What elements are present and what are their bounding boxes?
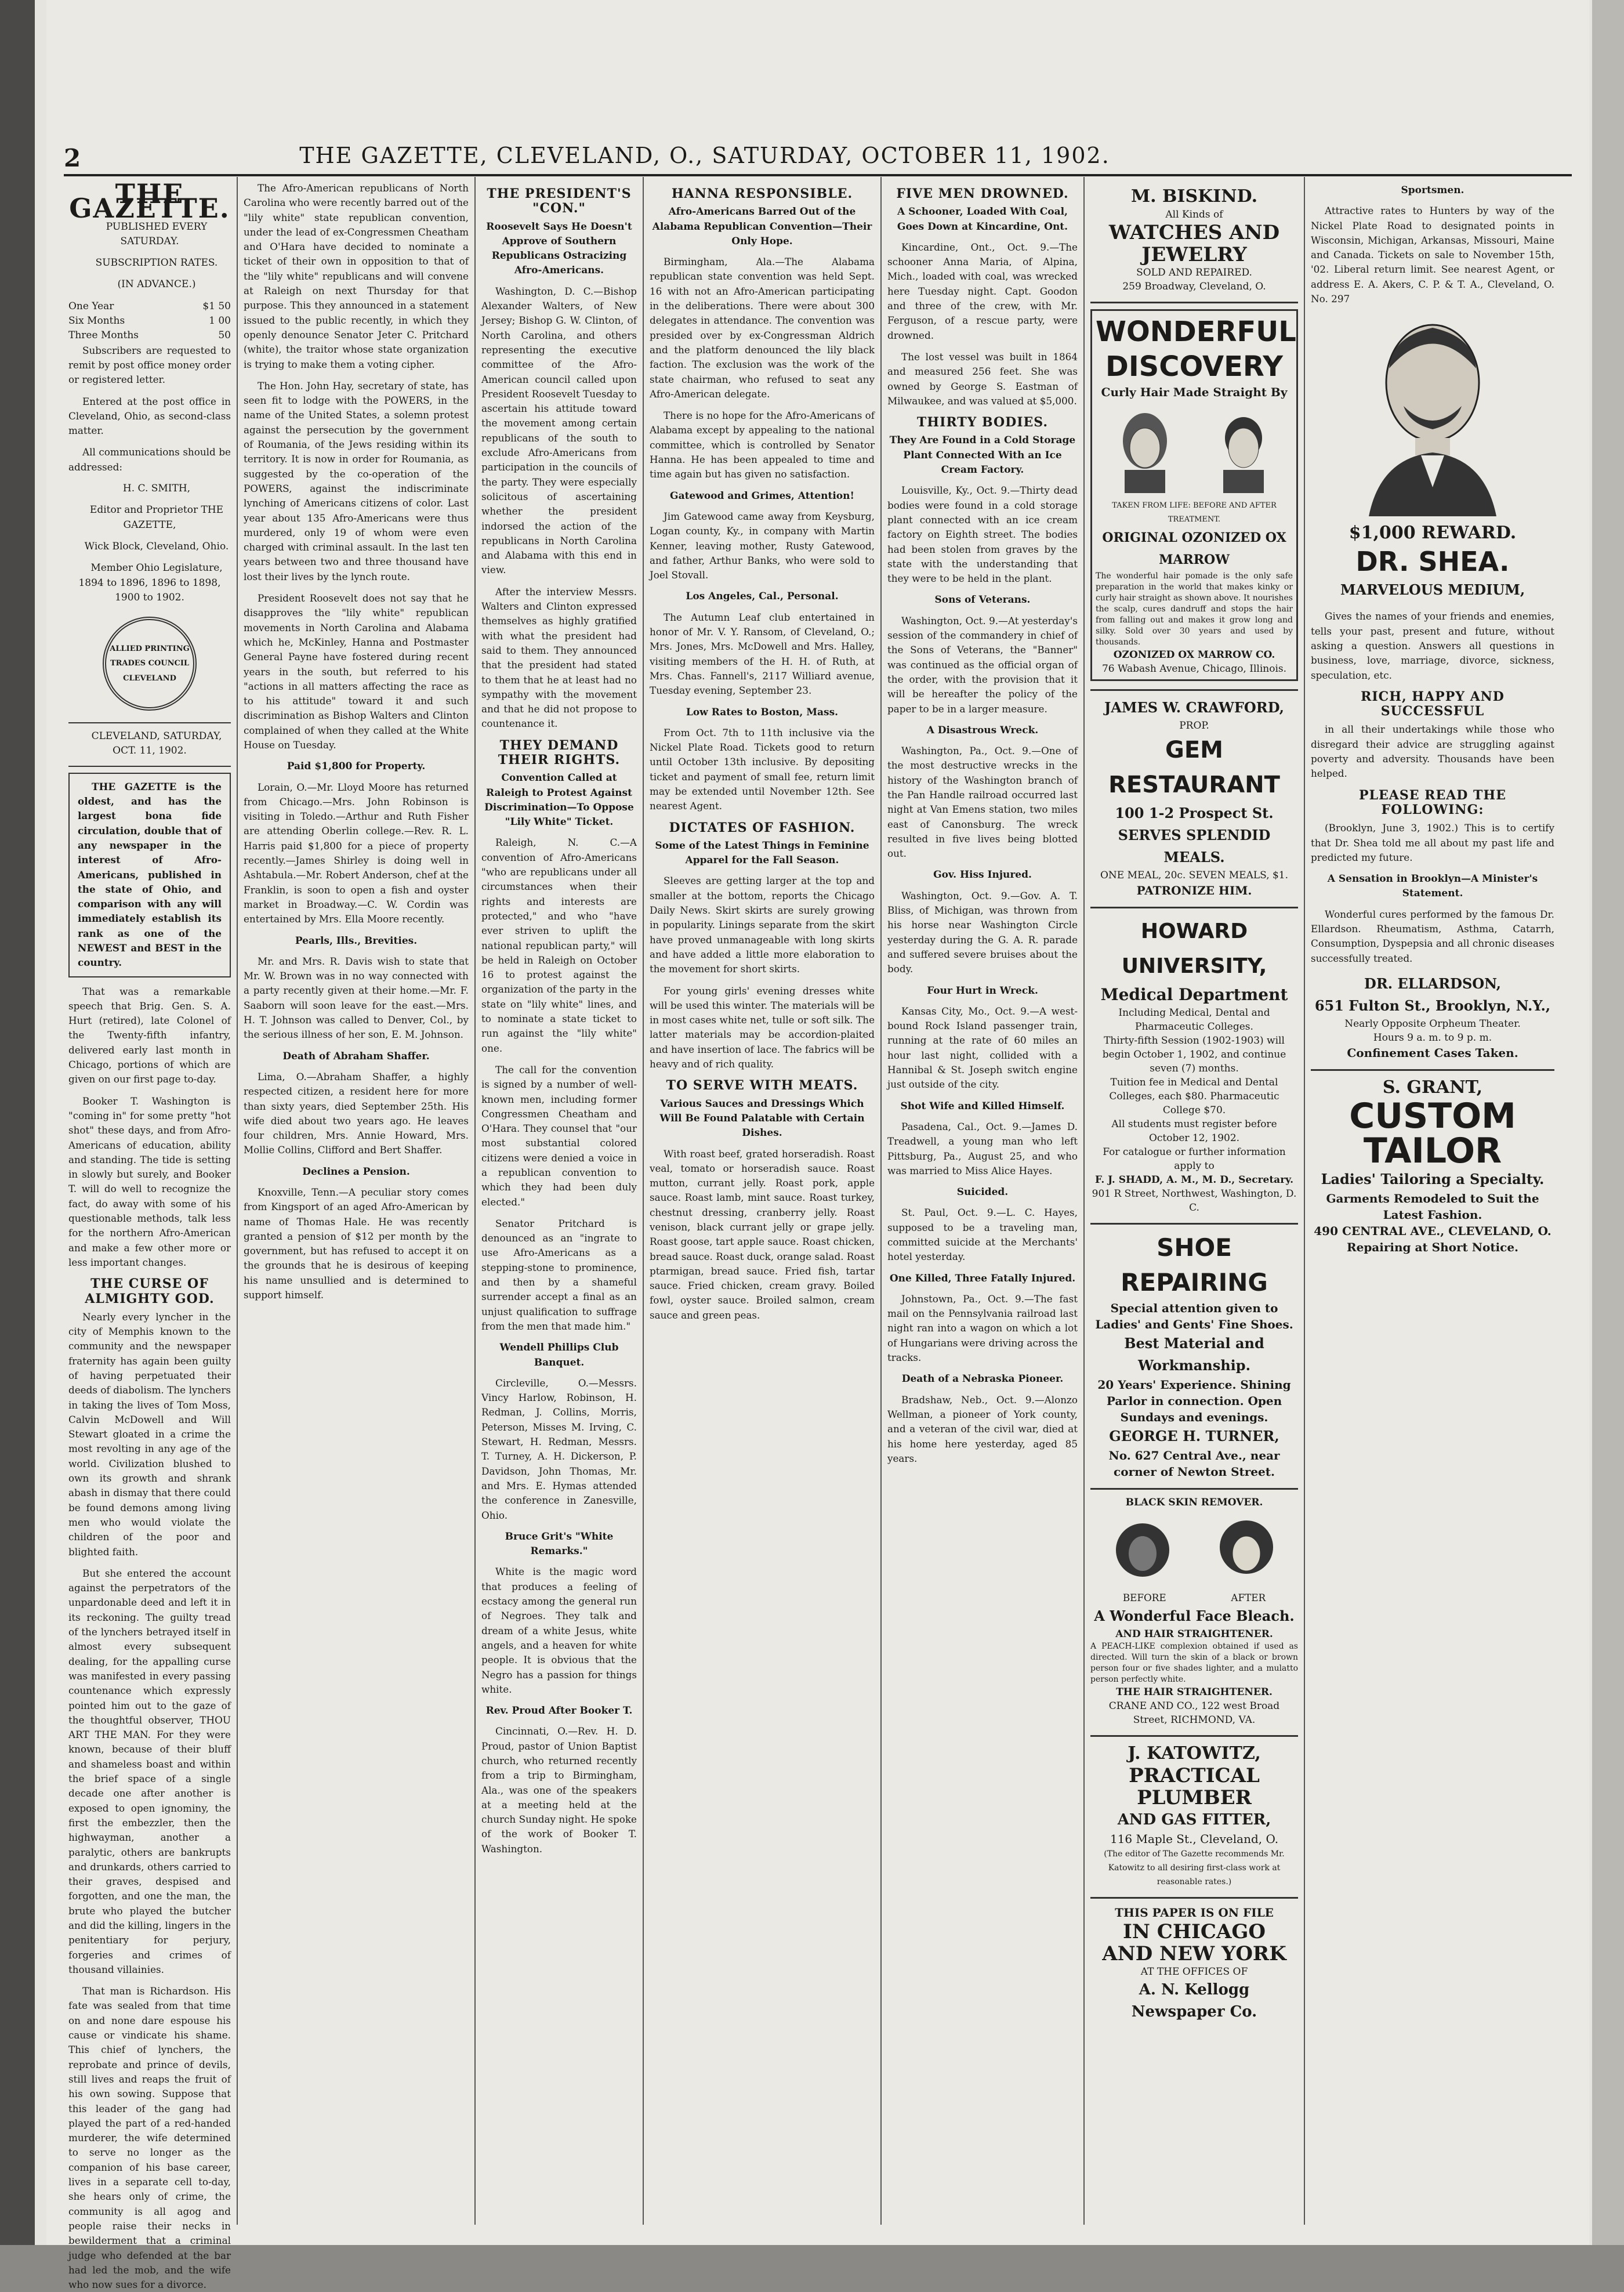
subheadline: Some of the Latest Things in Feminine Apparel for the Fall Season. — [655, 839, 869, 867]
subheadline: Convention Called at Raleigh to Protest Against Discrimination—To Oppose "Lily White" Ticket. — [484, 772, 634, 828]
headline: Bruce Grit's "White Remarks." — [505, 1530, 614, 1558]
headline: One Killed, Three Fatally Injured. — [889, 1272, 1076, 1284]
divider — [1311, 1069, 1554, 1071]
subheadline: A Schooner, Loaded With Coal, Goes Down at Kincardine, Ont. — [897, 206, 1068, 233]
article-paragraph: But she entered the account against the perpetrators of the unpardonable deed and left it in its reckoning. The guilty tread of the lynchers betrayed itself in almost every subsequent dealing, for the appalling curse was manifested in every passing countenance which expressly pointed him out to the gaze of the thoughtful observer, THOU ART THE MAN. For they were known, because of their bluff and shameless boast and within the brief space of a single decade one after another is exposed to open ignominy, the first the embezzler, then the highwayman, another a paralytic, others are bankrupts and drunkards, others carried to their graves, despised and forgotten, and one the man, the brute who played the butcher and did the killing, lingers in the penitentiary for perjury, forgeries and crimes of thousand villainies. — [68, 1567, 231, 1975]
union-label-seal: ALLIED PRINTING TRADES COUNCIL CLEVELAND — [103, 617, 197, 711]
article-paragraph: Pasadena, Cal., Oct. 9.—James D. Treadwell, a young man who left Pittsburg, Pa., August 25, and who was married to Miss Alice Hayes. — [887, 1120, 1078, 1176]
article-paragraph: Washington, Oct. 9.—Gov. A. T. Bliss, of Michigan, was thrown from his horse near Washington Circle yesterday during the G. A. R. parade and suffered severe bruises about the body. — [887, 889, 1078, 975]
article-paragraph: The call for the convention is signed by a number of well-known men, including former Congressmen Cheatham and O'Hara. They counsel that "our most substantial colored citizens were denied a voice in a republican convention to which they had been duly elected." — [481, 1063, 637, 1208]
headline: Los Angeles, Cal., Personal. — [686, 591, 839, 603]
before-after-portraits — [1090, 1515, 1298, 1585]
paper-title: THE GAZETTE. — [69, 178, 230, 225]
howard-university-ad: HOWARD UNIVERSITY, Medical Department Including Medical, Dental and Pharmaceutic Colleges. Thirty-fifth Session (1902-1903) will begin October 1, 1902, and continue seven (7) months. Tuition fee in Medical and Dental Colleges, each $80. Pharmaceutic College $70. All students must register before October 12, 1902. For catalogue or further information apply to F. J. SHADD, A. M., M. D., Secretary. 901 R Street, Northwest, Washington, D. C. — [1092, 919, 1297, 1214]
headline: Low Rates to Boston, Mass. — [686, 706, 839, 718]
article-paragraph: Attractive rates to Hunters by way of the Nickel Plate Road to designated points in Wisconsin, Michigan, Arkansas, Missouri, Maine and Canada. Tickets on sale to November 15th, '02. Liberal return limit. See nearest Agent, or address E. A. Akers, C. P. & T. A., Cleveland, O. No. 297 — [1311, 205, 1554, 305]
column-3 — [481, 181, 637, 2223]
headline: Sons of Veterans. — [934, 594, 1031, 606]
article-paragraph: St. Paul, Oct. 9.—L. C. Hayes, supposed to be a traveling man, committed suicide at the Merchants' hotel yesterday. — [887, 1207, 1078, 1263]
article-paragraph: Lorain, O.—Mr. Lloyd Moore has returned from Chicago.—Mrs. John Robinson is visiting in Toledo.—Arthur and Ruth Fisher are attending Oberlin college.—Rev. R. L. Harris paid $1,800 for a piece of property recently.—James Shirley is doing well in Ashtabula.—Mr. Robert Anderson, chef at the Franklin, is soon to open a fish and oyster market in Broadway.—C. W. Cordin was entertained by Mrs. Ella Moore recently. — [244, 781, 469, 925]
headline: Rev. Proud After Booker T. — [485, 1705, 633, 1717]
article-paragraph: White is the magic word that produces a feeling of ecstacy among the general run of Negroes. They talk and dream of a white Jesus, white angels, and a heaven for white people. It is obvious that the Negro has a passion for things white. — [481, 1566, 637, 1695]
ox-marrow-ad: WONDERFUL DISCOVERY Curly Hair Made Straight By TAKEN FROM LIFE: BEFORE AND AFTER TREATMENT. ORIGINAL OZONIZED OX MARROW The wonderful hair pomade is the only safe preparation in the world that makes kinky or curly hair straight as shown above. It nourishes the scalp, cures dandruff and stops the hair from falling out and makes it grow long and silky. Sold over 30 years and used by thousands. OZONIZED OX MARROW CO. 76 Wabash Avenue, Chicago, Illinois. — [1090, 309, 1298, 681]
headline: Sportsmen. — [1401, 184, 1464, 196]
headline: Wendell Phillips Club Banquet. — [499, 1342, 619, 1368]
column-1 — [68, 178, 231, 2291]
headline: HANNA RESPONSIBLE. — [671, 186, 853, 201]
article-paragraph: Cincinnati, O.—Rev. H. D. Proud, pastor of Union Baptist church, who returned recently from a trip to Birmingham, Ala., was one of the speakers at a meeting held at the church Sunday night. He spoke of the work of Booker T. Washington. — [481, 1725, 637, 1855]
face-before-image — [1108, 1515, 1177, 1585]
dateline: CLEVELAND, SATURDAY, OCT. 11, 1902. — [91, 730, 222, 757]
gem-restaurant-ad: JAMES W. CRAWFORD, PROP. GEM RESTAURANT 100 1-2 Prospect St. SERVES SPLENDID MEALS. ONE MEAL, 20c. SEVEN MEALS, $1. PATRONIZE HIM. — [1100, 699, 1289, 897]
subheadline: Afro-Americans Barred Out of the Alabama Republican Convention—Their Only Hope. — [652, 206, 872, 247]
headline: PLEASE READ THE FOLLOWING: — [1359, 787, 1506, 817]
subheadline: They Are Found in a Cold Storage Plant Connected With an Ice Cream Factory. — [889, 434, 1076, 476]
in-advance: (IN ADVANCE.) — [117, 278, 196, 291]
divider — [1090, 1488, 1298, 1490]
article-paragraph: Knoxville, Tenn.—A peculiar story comes from Kingsport of an aged Afro-American by name of Thomas Hale. He was recently granted a pension of $12 per month by the government, but has refused to accept it on the grounds that he is desirous of keeping his name unsullied and is determined to support himself. — [244, 1186, 469, 1301]
article-paragraph: With roast beef, grated horseradish. Roast veal, tomato or horseradish sauce. Roast mutton, currant jelly. Roast pork, apple sauce. Roast lamb, mint sauce. Roast turkey, chestnut dressing, cranberry jelly. Roast venison, black currant jelly or grape jelly. Roast goose, tart apple sauce. Roast chicken, bread sauce. Roast duck, orange salad. Roast ptarmigan, bread sauce. Fried fish, tartar sauce. Fried chicken, cream gravy. Boiled fowl, oyster sauce. Broiled salmon, cream sauce and green peas. — [650, 1147, 875, 1321]
article-paragraph: Kincardine, Ont., Oct. 9.—The schooner Anna Maria, of Alpina, Mich., loaded with coal, was wrecked here Tuesday night. Capt. Goodon and three of the crew, with Mr. Ferguson, of a rescue party, were drowned. — [887, 241, 1078, 341]
editor-role: Editor and Proprietor THE GAZETTE, — [89, 504, 224, 531]
headline: Declines a Pension. — [302, 1165, 410, 1178]
divider — [1090, 302, 1298, 303]
article-paragraph: From Oct. 7th to 11th inclusive via the Nickel Plate Road. Tickets good to return until October 13th inclusive. By depositing ticket and payment of small fee, return limit may be extended until November 12th. See nearest Agent. — [650, 726, 875, 812]
headline: Pearls, Ills., Brevities. — [295, 935, 418, 947]
before-after-portraits — [1096, 406, 1293, 493]
headline: Gatewood and Grimes, Attention! — [670, 490, 854, 502]
circulation-box: THE GAZETTE is the oldest, and has the largest bona fide circulation, double that of any newspaper in the interest of Afro-Americans, published in the state of Ohio, and comparison with any will immediately establish its rank as one of the NEWEST and BEST in the country. — [68, 773, 231, 977]
column-rule — [643, 177, 644, 2225]
column-rule — [880, 177, 882, 2225]
article-paragraph: For young girls' evening dresses white will be used this winter. The materials will be in most cases white net, tulle or soft silk. The latter materials may be accordion-plaited and have insertion of lace. The fabrics will be heavy and of rich quality. — [650, 984, 875, 1070]
shoe-repairing-ad: SHOE REPAIRING Special attention given to Ladies' and Gents' Fine Shoes. Best Material and Workmanship. 20 Years' Experience. Shining Parlor in connection. Open Sundays and evenings. GEORGE H. TURNER, No. 627 Central Ave., near corner of Newton Street. — [1095, 1233, 1293, 1479]
divider — [68, 766, 231, 767]
dr-shea-ad: $1,000 REWARD. DR. SHEA. MARVELOUS MEDIUM, — [1340, 523, 1525, 599]
face-bleach-ad: BLACK SKIN REMOVER. BEFORE AFTER A Wonderful Face Bleach. AND HAIR STRAIGHTENER. A PEACH-LIKE complexion obtained if used as directed. Will turn the skin of a black or brown person four or five shades lighter, and a mulatto person perfectly white. THE HAIR STRAIGHTENER. CRANE AND CO., 122 west Broad Street, RICHMOND, VA. — [1090, 1497, 1298, 1726]
article-paragraph: President Roosevelt does not say that he disapproves the "lily white" republican movements in North Carolina and Alabama which he, McKinley, Hanna and Postmaster General Payne have fostered during recent years in the south, but referred to his "actions in all matters affecting the race as to his attitude" toward it and such discrimination as Bishop Walters and Clinton complained of when they called at the White House on Tuesday. — [244, 592, 469, 751]
headline: THIRTY BODIES. — [916, 415, 1049, 430]
article-paragraph: That man is Richardson. His fate was sealed from that time on and none dare espouse his cause or vindicate his shame. This chief of lynchers, the reprobate and prince of devils, still lives and reaps the fruit of his own sowing. Suppose that this leader of the gang had played the part of a red-handed murderer, the wife determined to serve no longer as the companion of his base career, lives in a separate cell to-day, she hears only of crime, the community is all agog and people raise their necks in bewilderment that a criminal judge who defended at the bar had led the mob, and the wife who now sues for a divorce. — [68, 1985, 231, 2291]
article-paragraph: Johnstown, Pa., Oct. 9.—The fast mail on the Pennsylvania railroad last night ran into a wagon on which a lot of Hungarians were driving across the tracks. — [887, 1292, 1078, 1364]
headline: Suicided. — [956, 1186, 1009, 1198]
divider — [1090, 907, 1298, 908]
article-paragraph: The Autumn Leaf club entertained in honor of Mr. V. Y. Ransom, of Cleveland, O.; Mrs. Jones, Mrs. McDowell and Mrs. Halley, visiting members of the H. H. of Ruth, at Mrs. Chas. Fannell's, 2117 Williard avenue, Tuesday evening, September 23. — [650, 611, 875, 697]
divider — [1090, 689, 1298, 691]
divider — [1090, 1223, 1298, 1225]
column-rule — [474, 177, 476, 2225]
article-paragraph: Kansas City, Mo., Oct. 9.—A west-bound Rock Island passenger train, running at the rate of 60 miles an hour last night, collided with a Hannibal & St. Joseph switch engine just outside of the city. — [887, 1005, 1078, 1091]
headline: THEY DEMAND THEIR RIGHTS. — [498, 737, 621, 767]
article-paragraph: Senator Pritchard is denounced as an "ingrate to use Afro-Americans as a stepping-stone to prominence, and then by a shameful surrender accept a final as an unjust qualification to suffrage from the men that made him." — [481, 1217, 637, 1332]
headline: FIVE MEN DROWNED. — [896, 186, 1069, 201]
headline: Gov. Hiss Injured. — [933, 869, 1032, 881]
headline: THE CURSE OF ALMIGHTY GOD. — [85, 1276, 215, 1306]
rate-row: One Year $1 50 — [68, 300, 231, 312]
column-2 — [244, 181, 469, 2223]
before-label: BEFORE — [1122, 1592, 1166, 1603]
subscription-rates-head: SUBSCRIPTION RATES. — [95, 257, 218, 269]
article-paragraph: Wonderful cures performed by the famous Dr. Ellardson. Rheumatism, Asthma, Catarrh, Consumption, Dyspepsia and all chronic diseases successfully treated. — [1311, 908, 1554, 964]
editor-address: Wick Block, Cleveland, Ohio. — [84, 540, 229, 552]
article-paragraph: The lost vessel was built in 1864 and measured 256 feet. She was owned by George S. Eastman of Milwaukee, and was valued at $5,000. — [887, 350, 1078, 407]
article-paragraph: The Hon. John Hay, secretary of state, has seen fit to lodge with the POWERS, in the name of the United States, a solemn protest against the persecution by the government of Roumania, of the Jews residing within its territory. It is now in order for Roumania, as suggested by the co-operation of the POWERS, against the indiscriminate lynching of Americans citizens of color. Last year about 135 Afro-Americans were thus murdered, only 19 of whom were even charged with criminal assault. In the last ten years between two and three thousand have lost their lives by the lynch route. — [244, 379, 469, 582]
grant-tailor-ad: S. GRANT, CUSTOM TAILOR Ladies' Tailoring a Specialty. Garments Remodeled to Suit the Latest Fashion. 490 CENTRAL AVE., CLEVELAND, O. Repairing at Short Notice. — [1314, 1077, 1552, 1254]
editor-name: H. C. SMITH, — [122, 483, 191, 495]
portrait-after-image — [1209, 406, 1278, 493]
article-paragraph: There is no hope for the Afro-Americans of Alabama except by appealing to the national committee, which is controlled by Senator Hanna. He has been appealed to time and time again but has given no satisfaction. — [650, 410, 875, 480]
divider — [1090, 1897, 1298, 1899]
notice: Subscribers are requested to remit by post office money order or registered letter. — [68, 344, 231, 386]
column-4 — [650, 181, 875, 2223]
article-paragraph: Raleigh, N. C.—A convention of Afro-Americans "who are republicans under all circumstances when their rights and interests are protected," and who "have ever striven to uplift the national republican party," will be held in Raleigh on October 16 to protest against the organization of the party in the state on "lily white" lines, and to nominate a state ticket to run against the "lily white" one. — [481, 837, 637, 1054]
dr-shea-portrait-image — [1346, 313, 1520, 516]
article-paragraph: Nearly every lyncher in the city of Memphis known to the community and the newspaper fraternity has again been guilty of having perpetuated their deeds of diabolism. The lynchers in taking the lives of Tom Moss, Calvin McDowell and Will Stewart gloated in a crime the most revolting in any age of the world. Civilization blushed to own its growth and shrank abash in dismay that there could be found demons among living men who would violate the children of the poor and blighted faith. — [68, 1310, 231, 1558]
headline: Four Hurt in Wreck. — [927, 984, 1038, 997]
headline: Paid $1,800 for Property. — [287, 761, 426, 773]
ellardson-ad: DR. ELLARDSON, 651 Fulton St., Brooklyn, N.Y., Nearly Opposite Orpheum Theater. Hours 9 a. m. to 9 p. m. Confinement Cases Taken. — [1314, 975, 1551, 1060]
article-paragraph: Circleville, O.—Messrs. Vincy Harlow, Robinson, H. Redman, J. Collins, Morris, Peterson, Misses M. Irving, C. Stewart, H. Redman, Messrs. T. Turney, A. H. Dickerson, P. Davidson, John Thomas, Mr. and Mrs. E. Hymas attended the conference in Zanesville, Ohio. — [481, 1377, 637, 1521]
subheadline: Various Sauces and Dressings Which Will Be Found Palatable with Certain Dishes. — [659, 1098, 865, 1139]
article-paragraph: After the interview Messrs. Walters and Clinton expressed themselves as highly gratified with what the president had said to them. They announced that the president had stated to them that he at least had no sympathy with the movement and that he did not propose to countenance it. — [481, 585, 637, 730]
headline: Death of a Nebraska Pioneer. — [901, 1373, 1064, 1385]
article-paragraph: Washington, D. C.—Bishop Alexander Walters, of New Jersey; Bishop G. W. Clinton, of North Carolina, and others representing the executive committee of the Afro-American council called upon President Roosevelt Tuesday to ascertain his attitude toward the movement among certain republicans of the south to exclude Afro-Americans from participation in the councils of the party. They were especially solicitous of ascertaining whether the president indorsed the action of the republicans in North Carolina and Alabama with this end in view. — [481, 285, 637, 576]
published-line: PUBLISHED EVERY SATURDAY. — [106, 220, 208, 247]
rate-row: Six Months 1 00 — [68, 315, 231, 327]
running-head: THE GAZETTE, CLEVELAND, O., SATURDAY, OCTOBER 11, 1902. — [299, 143, 1110, 168]
article-paragraph: in all their undertakings while those who disregard their advice are struggling against poverty and adversity. Thousands have been helped. — [1311, 723, 1554, 780]
before-after-labels — [1090, 1591, 1298, 1605]
article-paragraph: Louisville, Ky., Oct. 9.—Thirty dead bodies were found in a cold storage plant connected with an ice cream factory on Eighth street. The bodies had been stolen from graves by the state with the understanding that they were to be held in the plant. — [887, 484, 1078, 585]
top-rule — [64, 174, 1572, 176]
headline: THE PRESIDENT'S "CON." — [487, 186, 632, 216]
divider — [1090, 1735, 1298, 1737]
notice: Entered at the post office in Cleveland, Ohio, as second-class matter. — [68, 395, 231, 437]
column-6-ads — [1090, 181, 1298, 2223]
member-line: Member Ohio Legislature, 1894 to 1896, 1896 to 1898, 1900 to 1902. — [78, 562, 223, 603]
headline: RICH, HAPPY AND SUCCESSFUL — [1361, 689, 1505, 719]
column-rule — [1304, 177, 1305, 2225]
face-after-image — [1212, 1515, 1281, 1585]
biskind-ad: M. BISKIND. All Kinds of WATCHES AND JEWELRY SOLD AND REPAIRED. 259 Broadway, Cleveland, O. — [1108, 186, 1280, 292]
headline: TO SERVE WITH MEATS. — [666, 1078, 858, 1094]
scan-edge-left — [0, 0, 35, 2245]
article-paragraph: Bradshaw, Neb., Oct. 9.—Alonzo Wellman, a pioneer of York county, and a veteran of the civil war, died at his home here yesterday, aged 85 years. — [887, 1393, 1078, 1464]
column-7 — [1311, 181, 1554, 2223]
column-rule — [1083, 177, 1085, 2225]
article-paragraph: Lima, O.—Abraham Shaffer, a highly respected citizen, a resident here for more than sixty years, died September 25th. His wife died about two years ago. He leaves four children, Mrs. Annie Howard, Mrs. Mollie Collins, Clifford and Bert Shaffer. — [244, 1070, 469, 1156]
headline: A Disastrous Wreck. — [926, 724, 1039, 736]
plumber-ad: J. KATOWITZ, PRACTICAL PLUMBER AND GAS FITTER, 116 Maple St., Cleveland, O. (The editor of The Gazette recommends Mr. Katowitz to all desiring first-class work at reasonable rates.) — [1104, 1743, 1285, 1887]
subheadline: Roosevelt Says He Doesn't Approve of Southern Republicans Ostracizing Afro-Americans. — [486, 220, 632, 277]
after-label: AFTER — [1231, 1592, 1266, 1603]
editorial-paragraph: Booker T. Washington is "coming in" for some pretty "hot shot" these days, and from Afro-Americans of education, ability and standing. The tide is setting in slowly but surely, and Booker T. will do well to recognize the fact, do away with some of his questionable methods, talk less for the northern Afro-American and make a few other more or less important changes. — [68, 1095, 231, 1268]
article-paragraph: Birmingham, Ala.—The Alabama republican state convention was held Sept. 16 with not an Afro-American participating in the deliberations. There were about 300 delegates in attendance. The convention was presided over by ex-Congressman Aldrich and the platform denounced the lily black faction. The exclusion was the work of the state chairman, who refused to seat any Afro-American delegate. — [650, 256, 875, 400]
portrait-before-image — [1110, 406, 1180, 493]
article-paragraph: The Afro-American republicans of North Carolina who were recently barred out of the "lily white" state republican convention, under the lead of ex-Congressmen Cheatham and O'Hara have decided to nominate a ticket of their own in opposition to that of the "lily white" republicans and will convene at Raleigh on next Thursday for that purpose. This they announced in a statement issued to the public recently, in which they openly denounce Senator Jeter C. Pritchard (white), the traitor whose state organization is trying to make them a voting cipher. — [244, 182, 469, 370]
column-5 — [887, 181, 1078, 2223]
page-number: 2 — [64, 144, 81, 172]
headline: DICTATES OF FASHION. — [669, 820, 855, 835]
headline: Death of Abraham Shaffer. — [282, 1050, 430, 1062]
kellogg-notice: THIS PAPER IS ON FILE IN CHICAGO AND NEW YORK AT THE OFFICES OF A. N. Kellogg Newspaper Co. — [1102, 1906, 1286, 2021]
article-paragraph: Gives the names of your friends and enemies, tells your past, present and future, without asking a question. Answers all questions in business, love, marriage, divorce, sickness, speculation, etc. — [1311, 610, 1554, 681]
article-paragraph: Washington, Oct. 9.—At yesterday's session of the commandery in chief of the Sons of Veterans, the "Banner" was continued as the official organ of the order, with the provision that it will be hereafter the policy of the paper to be in a larger measure. — [887, 614, 1078, 715]
rate-row: Three Months 50 — [68, 330, 231, 342]
column-rule — [237, 177, 238, 2225]
article-paragraph: Washington, Pa., Oct. 9.—One of the most destructive wrecks in the history of the Washington branch of the Pan Handle railroad occurred last night at Van Emens station, two miles east of Canonsburg. The wreck resulted in five lives being blotted out. — [887, 745, 1078, 860]
article-paragraph: Sleeves are getting larger at the top and smaller at the bottom, reports the Chicago Daily News. Skirt skirts are surely growing in popularity. Linings separate from the skirt have proved unmanageable with long skirts and have added a little more elaboration to the movement for short skirts. — [650, 875, 875, 975]
headline: A Sensation in Brooklyn—A Minister's Statement. — [1327, 873, 1538, 900]
notice: All communications should be addressed: — [68, 446, 231, 473]
article-paragraph: (Brooklyn, June 3, 1902.) This is to certify that Dr. Shea told me all about my past life and predicted my future. — [1311, 822, 1554, 863]
article-paragraph: Mr. and Mrs. R. Davis wish to state that Mr. W. Brown was in no way connected with a party recently given at their home.—Mr. F. Saaborn will soon leave for the east.—Mrs. H. T. Johnson was called to Denver, Col., by the serious illness of her son, E. M. Johnson. — [244, 955, 469, 1041]
headline: Shot Wife and Killed Himself. — [900, 1100, 1065, 1112]
editorial-paragraph: That was a remarkable speech that Brig. Gen. S. A. Hurt (retired), late Colonel of the Twenty-fifth infantry, delivered early last month in Chicago, portions of which are given on our first page to-day. — [68, 985, 231, 1085]
divider — [68, 722, 231, 723]
scan-edge-right — [1592, 0, 1624, 2245]
article-paragraph: Jim Gatewood came away from Keysburg, Logan county, Ky., in company with Martin Kenner, leaving mother, Rusty Gatewood, and father, Arthur Banks, who were sold to Joel Stovall. — [650, 510, 875, 581]
